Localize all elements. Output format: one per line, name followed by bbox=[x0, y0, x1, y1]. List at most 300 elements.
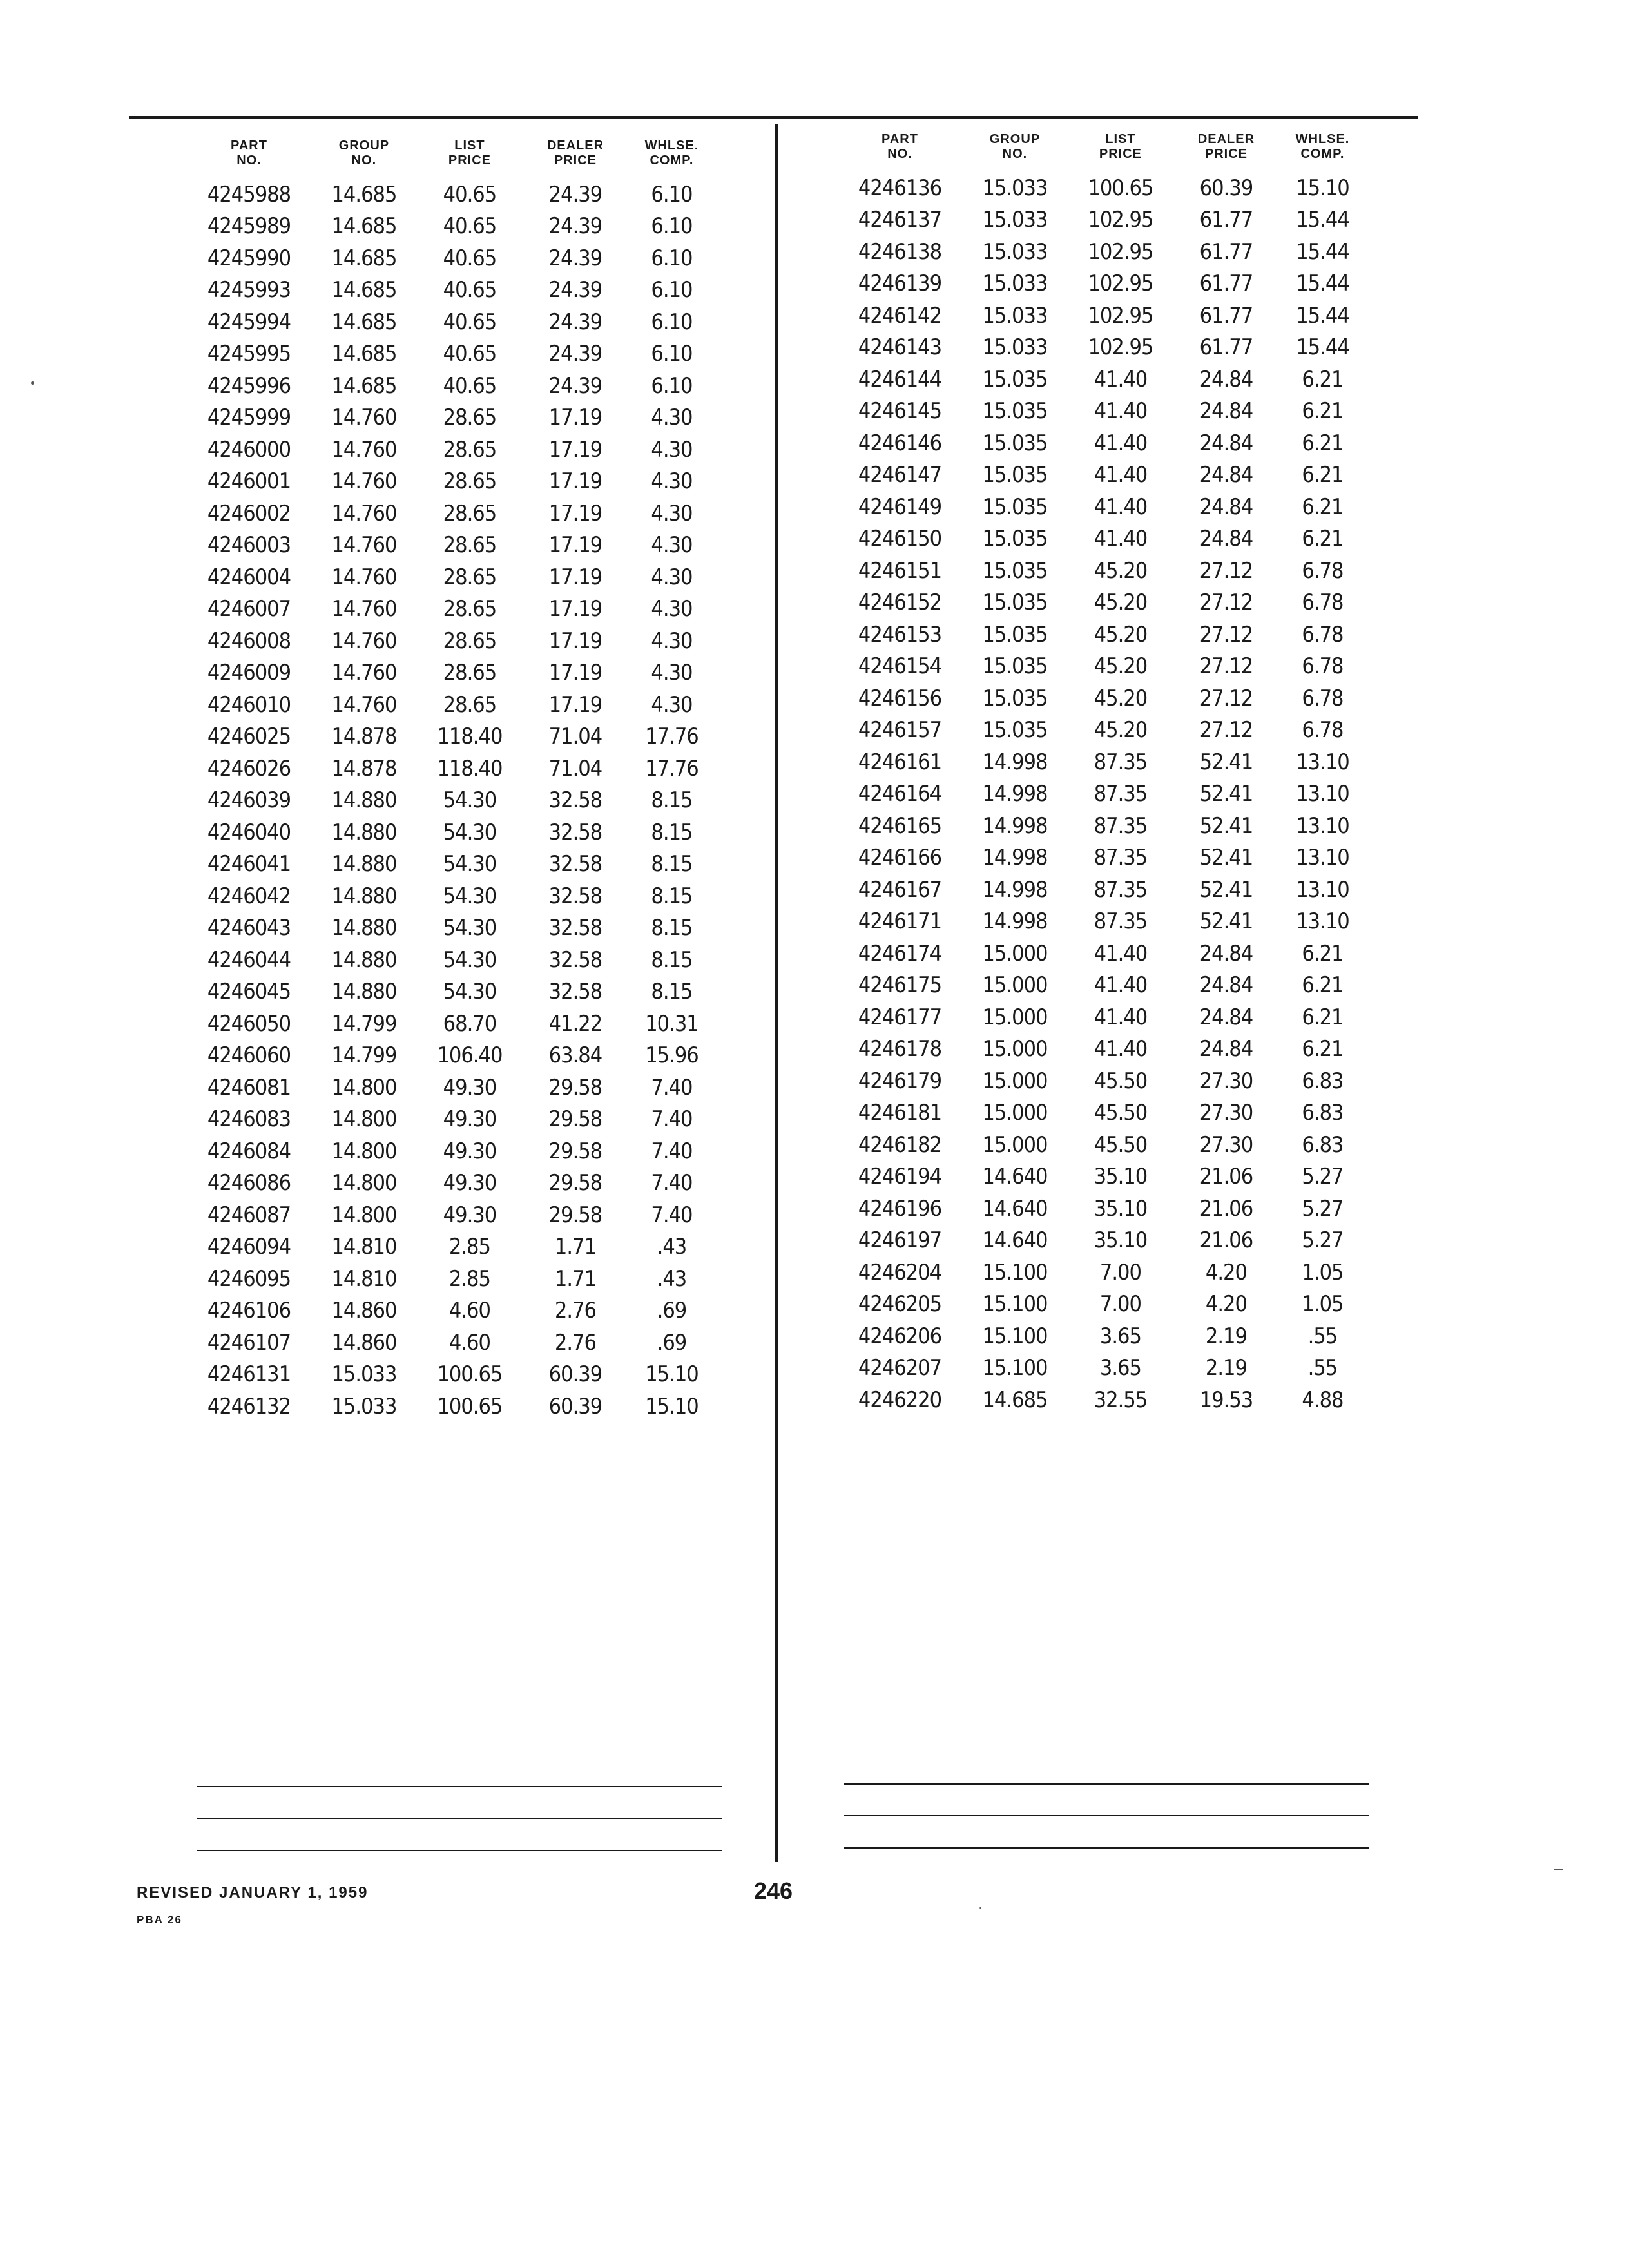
group-no-cell: 14.640 bbox=[982, 1195, 1048, 1222]
list-price-cell: 41.40 bbox=[1094, 940, 1148, 966]
list-price-cell: 45.20 bbox=[1094, 685, 1148, 711]
dealer-price-cell: 61.77 bbox=[1199, 271, 1253, 297]
table-row bbox=[187, 1295, 715, 1327]
group-no-cell: 15.035 bbox=[982, 685, 1048, 711]
whlse-comp-cell: 15.44 bbox=[1296, 302, 1349, 329]
dealer-price-cell: 27.12 bbox=[1199, 653, 1253, 680]
list-price-cell: 28.65 bbox=[443, 596, 497, 622]
group-no-cell: 14.860 bbox=[331, 1329, 397, 1356]
right-price-table bbox=[838, 132, 1366, 1416]
part-no-cell: 4246152 bbox=[858, 590, 942, 616]
dealer-price-cell: 52.41 bbox=[1199, 908, 1253, 935]
group-no-cell: 14.878 bbox=[331, 724, 397, 750]
dealer-price-cell: 24.39 bbox=[548, 245, 602, 271]
whlse-comp-cell: 6.21 bbox=[1302, 526, 1344, 552]
blank-line bbox=[197, 1850, 722, 1851]
list-price-cell: 49.30 bbox=[443, 1106, 497, 1133]
table-row bbox=[187, 816, 715, 849]
part-no-cell: 4246087 bbox=[207, 1202, 291, 1228]
table-row bbox=[838, 1001, 1366, 1033]
group-no-cell: 14.799 bbox=[331, 1043, 397, 1069]
list-price-cell: 54.30 bbox=[443, 979, 497, 1005]
table-row bbox=[187, 880, 715, 912]
table-row bbox=[187, 944, 715, 976]
dealer-price-cell: 2.19 bbox=[1205, 1355, 1247, 1381]
group-no-cell: 14.685 bbox=[331, 181, 397, 207]
part-no-cell: 4246174 bbox=[858, 940, 942, 966]
dealer-price-cell: 17.19 bbox=[548, 532, 602, 559]
group-no-cell: 15.035 bbox=[982, 494, 1048, 520]
dealer-price-cell: 29.58 bbox=[548, 1138, 602, 1164]
header-whlse-comp: WHLSE. COMP. bbox=[644, 139, 699, 168]
part-no-cell: 4245996 bbox=[207, 372, 291, 399]
part-no-cell: 4246107 bbox=[207, 1329, 291, 1356]
dealer-price-cell: 27.12 bbox=[1199, 557, 1253, 584]
list-price-cell: 102.95 bbox=[1088, 302, 1153, 329]
group-no-cell: 15.035 bbox=[982, 366, 1048, 392]
list-price-cell: 40.65 bbox=[443, 341, 497, 367]
table-row bbox=[187, 1231, 715, 1264]
group-no-cell: 14.810 bbox=[331, 1234, 397, 1260]
table-row bbox=[838, 1129, 1366, 1161]
group-no-cell: 15.000 bbox=[982, 1036, 1048, 1062]
whlse-comp-cell: 6.21 bbox=[1302, 430, 1344, 456]
table-row bbox=[187, 657, 715, 689]
whlse-comp-cell: 6.21 bbox=[1302, 366, 1344, 392]
dealer-price-cell: 19.53 bbox=[1199, 1387, 1253, 1413]
group-no-cell: 14.998 bbox=[982, 908, 1048, 935]
group-no-cell: 14.760 bbox=[331, 596, 397, 622]
part-no-cell: 4246060 bbox=[207, 1043, 291, 1069]
group-no-cell: 14.760 bbox=[331, 532, 397, 559]
table-row bbox=[838, 1193, 1366, 1225]
part-no-cell: 4246001 bbox=[207, 468, 291, 495]
whlse-comp-cell: 6.10 bbox=[651, 277, 693, 303]
list-price-cell: 41.40 bbox=[1094, 494, 1148, 520]
list-price-cell: 41.40 bbox=[1094, 462, 1148, 488]
dealer-price-cell: 17.19 bbox=[548, 628, 602, 654]
table-row bbox=[187, 370, 715, 402]
whlse-comp-cell: 6.10 bbox=[651, 213, 693, 240]
whlse-comp-cell: 8.15 bbox=[651, 883, 693, 909]
dealer-price-cell: 21.06 bbox=[1199, 1227, 1253, 1254]
table-row bbox=[187, 1199, 715, 1231]
table-row bbox=[838, 810, 1366, 842]
table-row bbox=[187, 1135, 715, 1168]
group-no-cell: 15.033 bbox=[982, 207, 1048, 233]
group-no-cell: 14.760 bbox=[331, 436, 397, 463]
table-row bbox=[187, 1359, 715, 1391]
part-no-cell: 4246131 bbox=[207, 1361, 291, 1388]
whlse-comp-cell: 1.05 bbox=[1302, 1291, 1344, 1318]
table-row bbox=[187, 849, 715, 881]
dealer-price-cell: 2.76 bbox=[554, 1329, 596, 1356]
table-row bbox=[838, 842, 1366, 874]
table-row bbox=[838, 1384, 1366, 1416]
group-no-cell: 14.880 bbox=[331, 979, 397, 1005]
part-no-cell: 4246177 bbox=[858, 1004, 942, 1030]
group-no-cell: 14.880 bbox=[331, 947, 397, 973]
header-list-price: LIST PRICE bbox=[1099, 132, 1142, 161]
dealer-price-cell: 61.77 bbox=[1199, 207, 1253, 233]
group-no-cell: 14.685 bbox=[331, 213, 397, 240]
part-no-cell: 4246039 bbox=[207, 787, 291, 814]
list-price-cell: 4.60 bbox=[448, 1298, 490, 1324]
dealer-price-cell: 32.58 bbox=[548, 819, 602, 845]
part-no-cell: 4246095 bbox=[207, 1265, 291, 1292]
dealer-price-cell: 71.04 bbox=[548, 724, 602, 750]
table-row bbox=[187, 497, 715, 530]
whlse-comp-cell: 6.21 bbox=[1302, 1036, 1344, 1062]
list-price-cell: 102.95 bbox=[1088, 271, 1153, 297]
dealer-price-cell: 24.84 bbox=[1199, 940, 1253, 966]
dealer-price-cell: 24.39 bbox=[548, 181, 602, 207]
table-row bbox=[187, 1104, 715, 1136]
table-row bbox=[838, 1352, 1366, 1385]
table-row bbox=[187, 625, 715, 657]
dealer-price-cell: 29.58 bbox=[548, 1074, 602, 1100]
table-row bbox=[838, 874, 1366, 906]
dealer-price-cell: 2.76 bbox=[554, 1298, 596, 1324]
list-price-cell: 40.65 bbox=[443, 372, 497, 399]
part-no-cell: 4246167 bbox=[858, 876, 942, 903]
list-price-cell: 100.65 bbox=[437, 1393, 503, 1419]
list-price-cell: 45.20 bbox=[1094, 621, 1148, 648]
group-no-cell: 14.998 bbox=[982, 781, 1048, 807]
whlse-comp-cell: 4.30 bbox=[651, 500, 693, 526]
whlse-comp-cell: 6.10 bbox=[651, 372, 693, 399]
table-row bbox=[838, 236, 1366, 268]
whlse-comp-cell: .55 bbox=[1307, 1355, 1338, 1381]
part-no-cell: 4246000 bbox=[207, 436, 291, 463]
part-no-cell: 4246171 bbox=[858, 908, 942, 935]
table-row bbox=[838, 1065, 1366, 1097]
part-no-cell: 4246040 bbox=[207, 819, 291, 845]
part-no-cell: 4246146 bbox=[858, 430, 942, 456]
list-price-cell: 41.40 bbox=[1094, 1004, 1148, 1030]
table-row bbox=[187, 1040, 715, 1072]
part-no-cell: 4246161 bbox=[858, 749, 942, 775]
table-body bbox=[838, 172, 1366, 1416]
dealer-price-cell: 52.41 bbox=[1199, 781, 1253, 807]
part-no-cell: 4246026 bbox=[207, 755, 291, 782]
part-no-cell: 4246207 bbox=[858, 1355, 942, 1381]
group-no-cell: 15.035 bbox=[982, 526, 1048, 552]
group-no-cell: 15.033 bbox=[982, 238, 1048, 265]
whlse-comp-cell: 13.10 bbox=[1296, 908, 1349, 935]
list-price-cell: 28.65 bbox=[443, 628, 497, 654]
group-no-cell: 14.760 bbox=[331, 564, 397, 590]
header-whlse-comp: WHLSE. COMP. bbox=[1295, 132, 1350, 161]
list-price-cell: 49.30 bbox=[443, 1138, 497, 1164]
dealer-price-cell: 27.12 bbox=[1199, 590, 1253, 616]
table-row bbox=[838, 363, 1366, 396]
group-no-cell: 14.685 bbox=[331, 341, 397, 367]
table-row bbox=[838, 619, 1366, 651]
table-row bbox=[187, 721, 715, 753]
list-price-cell: 41.40 bbox=[1094, 1036, 1148, 1062]
whlse-comp-cell: 4.30 bbox=[651, 596, 693, 622]
group-no-cell: 14.800 bbox=[331, 1106, 397, 1133]
group-no-cell: 15.000 bbox=[982, 1068, 1048, 1094]
list-price-cell: 41.40 bbox=[1094, 430, 1148, 456]
list-price-cell: 2.85 bbox=[448, 1234, 490, 1260]
dealer-price-cell: 27.12 bbox=[1199, 717, 1253, 744]
list-price-cell: 118.40 bbox=[437, 724, 503, 750]
scan-speck bbox=[979, 1907, 981, 1909]
group-no-cell: 15.033 bbox=[982, 334, 1048, 361]
whlse-comp-cell: 4.30 bbox=[651, 660, 693, 686]
whlse-comp-cell: 13.10 bbox=[1296, 749, 1349, 775]
list-price-cell: 49.30 bbox=[443, 1202, 497, 1228]
table-row bbox=[838, 746, 1366, 778]
whlse-comp-cell: 8.15 bbox=[651, 787, 693, 814]
whlse-comp-cell: .55 bbox=[1307, 1323, 1338, 1349]
dealer-price-cell: 32.58 bbox=[548, 915, 602, 941]
form-code: PBA 26 bbox=[137, 1914, 182, 1926]
table-row bbox=[187, 306, 715, 338]
list-price-cell: 35.10 bbox=[1094, 1227, 1148, 1254]
whlse-comp-cell: 17.76 bbox=[645, 724, 699, 750]
whlse-comp-cell: 8.15 bbox=[651, 851, 693, 878]
table-row bbox=[838, 1161, 1366, 1193]
table-row bbox=[187, 338, 715, 370]
table-row bbox=[838, 459, 1366, 492]
dealer-price-cell: 27.30 bbox=[1199, 1068, 1253, 1094]
list-price-cell: 40.65 bbox=[443, 213, 497, 240]
list-price-cell: 28.65 bbox=[443, 500, 497, 526]
list-price-cell: 28.65 bbox=[443, 405, 497, 431]
dealer-price-cell: 24.84 bbox=[1199, 1036, 1253, 1062]
part-no-cell: 4246220 bbox=[858, 1387, 942, 1413]
whlse-comp-cell: 6.10 bbox=[651, 181, 693, 207]
list-price-cell: 28.65 bbox=[443, 564, 497, 590]
list-price-cell: 35.10 bbox=[1094, 1164, 1148, 1190]
table-row bbox=[187, 242, 715, 274]
whlse-comp-cell: 10.31 bbox=[645, 1010, 699, 1037]
part-no-cell: 4246149 bbox=[858, 494, 942, 520]
part-no-cell: 4246043 bbox=[207, 915, 291, 941]
table-row bbox=[187, 211, 715, 243]
part-no-cell: 4246151 bbox=[858, 557, 942, 584]
part-no-cell: 4246050 bbox=[207, 1010, 291, 1037]
table-row bbox=[838, 204, 1366, 236]
part-no-cell: 4246196 bbox=[858, 1195, 942, 1222]
group-no-cell: 14.760 bbox=[331, 500, 397, 526]
list-price-cell: 28.65 bbox=[443, 468, 497, 495]
revised-date: REVISED JANUARY 1, 1959 bbox=[137, 1884, 369, 1901]
whlse-comp-cell: 5.27 bbox=[1302, 1227, 1344, 1254]
group-no-cell: 14.640 bbox=[982, 1227, 1048, 1254]
part-no-cell: 4246008 bbox=[207, 628, 291, 654]
whlse-comp-cell: 6.78 bbox=[1302, 557, 1344, 584]
whlse-comp-cell: 5.27 bbox=[1302, 1164, 1344, 1190]
part-no-cell: 4245990 bbox=[207, 245, 291, 271]
group-no-cell: 15.035 bbox=[982, 621, 1048, 648]
group-no-cell: 14.998 bbox=[982, 876, 1048, 903]
part-no-cell: 4246003 bbox=[207, 532, 291, 559]
dealer-price-cell: 29.58 bbox=[548, 1170, 602, 1196]
part-no-cell: 4246179 bbox=[858, 1068, 942, 1094]
dealer-price-cell: 24.84 bbox=[1199, 430, 1253, 456]
part-no-cell: 4246044 bbox=[207, 947, 291, 973]
dealer-price-cell: 52.41 bbox=[1199, 876, 1253, 903]
whlse-comp-cell: 15.10 bbox=[1296, 175, 1349, 201]
part-no-cell: 4246143 bbox=[858, 334, 942, 361]
dealer-price-cell: 2.19 bbox=[1205, 1323, 1247, 1349]
part-no-cell: 4246083 bbox=[207, 1106, 291, 1133]
whlse-comp-cell: 6.78 bbox=[1302, 717, 1344, 744]
part-no-cell: 4246045 bbox=[207, 979, 291, 1005]
part-no-cell: 4246144 bbox=[858, 366, 942, 392]
part-no-cell: 4246002 bbox=[207, 500, 291, 526]
group-no-cell: 15.035 bbox=[982, 717, 1048, 744]
list-price-cell: 45.20 bbox=[1094, 590, 1148, 616]
group-no-cell: 14.799 bbox=[331, 1010, 397, 1037]
whlse-comp-cell: 8.15 bbox=[651, 819, 693, 845]
dealer-price-cell: 41.22 bbox=[548, 1010, 602, 1037]
list-price-cell: 45.20 bbox=[1094, 717, 1148, 744]
dealer-price-cell: 61.77 bbox=[1199, 302, 1253, 329]
table-row bbox=[838, 651, 1366, 683]
whlse-comp-cell: 13.10 bbox=[1296, 781, 1349, 807]
list-price-cell: 40.65 bbox=[443, 277, 497, 303]
group-no-cell: 14.760 bbox=[331, 691, 397, 718]
whlse-comp-cell: 8.15 bbox=[651, 979, 693, 1005]
whlse-comp-cell: 6.78 bbox=[1302, 653, 1344, 680]
table-row bbox=[838, 427, 1366, 459]
whlse-comp-cell: 15.44 bbox=[1296, 271, 1349, 297]
part-no-cell: 4245994 bbox=[207, 309, 291, 335]
part-no-cell: 4246094 bbox=[207, 1234, 291, 1260]
part-no-cell: 4246132 bbox=[207, 1393, 291, 1419]
table-row bbox=[838, 1225, 1366, 1257]
whlse-comp-cell: 15.10 bbox=[645, 1361, 699, 1388]
part-no-cell: 4246175 bbox=[858, 972, 942, 999]
list-price-cell: 45.50 bbox=[1094, 1100, 1148, 1126]
whlse-comp-cell: 6.21 bbox=[1302, 972, 1344, 999]
list-price-cell: 7.00 bbox=[1099, 1259, 1141, 1285]
whlse-comp-cell: 7.40 bbox=[651, 1170, 693, 1196]
part-no-cell: 4246086 bbox=[207, 1170, 291, 1196]
part-no-cell: 4245995 bbox=[207, 341, 291, 367]
list-price-cell: 87.35 bbox=[1094, 845, 1148, 871]
table-row bbox=[187, 561, 715, 593]
whlse-comp-cell: 4.30 bbox=[651, 564, 693, 590]
group-no-cell: 14.800 bbox=[331, 1202, 397, 1228]
list-price-cell: 40.65 bbox=[443, 309, 497, 335]
list-price-cell: 41.40 bbox=[1094, 526, 1148, 552]
dealer-price-cell: 24.84 bbox=[1199, 494, 1253, 520]
list-price-cell: 54.30 bbox=[443, 883, 497, 909]
part-no-cell: 4246164 bbox=[858, 781, 942, 807]
part-no-cell: 4246181 bbox=[858, 1100, 942, 1126]
part-no-cell: 4246139 bbox=[858, 271, 942, 297]
list-price-cell: 41.40 bbox=[1094, 972, 1148, 999]
part-no-cell: 4246084 bbox=[207, 1138, 291, 1164]
header-group-no: GROUP NO. bbox=[338, 139, 390, 168]
group-no-cell: 15.100 bbox=[982, 1355, 1048, 1381]
table-row bbox=[187, 434, 715, 466]
table-row bbox=[838, 555, 1366, 587]
list-price-cell: 45.20 bbox=[1094, 557, 1148, 584]
whlse-comp-cell: 4.30 bbox=[651, 628, 693, 654]
dealer-price-cell: 24.84 bbox=[1199, 1004, 1253, 1030]
scan-speck bbox=[31, 381, 34, 385]
table-row bbox=[838, 906, 1366, 938]
table-row bbox=[838, 715, 1366, 747]
dealer-price-cell: 61.77 bbox=[1199, 334, 1253, 361]
dealer-price-cell: 24.39 bbox=[548, 277, 602, 303]
dealer-price-cell: 60.39 bbox=[548, 1361, 602, 1388]
list-price-cell: 2.85 bbox=[448, 1265, 490, 1292]
group-no-cell: 14.800 bbox=[331, 1170, 397, 1196]
part-no-cell: 4246205 bbox=[858, 1291, 942, 1318]
whlse-comp-cell: 6.21 bbox=[1302, 494, 1344, 520]
table-row bbox=[838, 1033, 1366, 1066]
whlse-comp-cell: 6.78 bbox=[1302, 685, 1344, 711]
group-no-cell: 15.035 bbox=[982, 590, 1048, 616]
list-price-cell: 102.95 bbox=[1088, 334, 1153, 361]
dealer-price-cell: 24.84 bbox=[1199, 398, 1253, 425]
column-divider bbox=[775, 124, 778, 1862]
dealer-price-cell: 17.19 bbox=[548, 500, 602, 526]
table-row bbox=[838, 1256, 1366, 1289]
table-row bbox=[838, 268, 1366, 300]
table-row bbox=[838, 587, 1366, 619]
table-row bbox=[838, 778, 1366, 811]
whlse-comp-cell: 1.05 bbox=[1302, 1259, 1344, 1285]
dealer-price-cell: 52.41 bbox=[1199, 749, 1253, 775]
group-no-cell: 15.035 bbox=[982, 462, 1048, 488]
dealer-price-cell: 32.58 bbox=[548, 947, 602, 973]
dealer-price-cell: 17.19 bbox=[548, 468, 602, 495]
blank-line bbox=[844, 1847, 1369, 1849]
whlse-comp-cell: 5.27 bbox=[1302, 1195, 1344, 1222]
part-no-cell: 4246178 bbox=[858, 1036, 942, 1062]
list-price-cell: 35.10 bbox=[1094, 1195, 1148, 1222]
whlse-comp-cell: 8.15 bbox=[651, 947, 693, 973]
table-row bbox=[187, 753, 715, 785]
whlse-comp-cell: .69 bbox=[657, 1298, 687, 1324]
group-no-cell: 15.035 bbox=[982, 557, 1048, 584]
table-row bbox=[187, 530, 715, 562]
table-row bbox=[838, 172, 1366, 204]
list-price-cell: 28.65 bbox=[443, 532, 497, 559]
page-number: 246 bbox=[754, 1878, 793, 1904]
dealer-price-cell: 21.06 bbox=[1199, 1195, 1253, 1222]
group-no-cell: 14.880 bbox=[331, 851, 397, 878]
dealer-price-cell: 17.19 bbox=[548, 436, 602, 463]
table-row bbox=[838, 396, 1366, 428]
group-no-cell: 14.880 bbox=[331, 819, 397, 845]
dealer-price-cell: 24.39 bbox=[548, 341, 602, 367]
header-list-price: LIST PRICE bbox=[448, 139, 491, 168]
whlse-comp-cell: 15.10 bbox=[645, 1393, 699, 1419]
dealer-price-cell: 17.19 bbox=[548, 564, 602, 590]
blank-line bbox=[197, 1818, 722, 1819]
whlse-comp-cell: 6.10 bbox=[651, 309, 693, 335]
header-part-no: PART NO. bbox=[881, 132, 918, 161]
table-row bbox=[187, 689, 715, 721]
dealer-price-cell: 21.06 bbox=[1199, 1164, 1253, 1190]
left-price-table bbox=[187, 139, 715, 1423]
list-price-cell: 102.95 bbox=[1088, 207, 1153, 233]
group-no-cell: 15.033 bbox=[331, 1393, 397, 1419]
group-no-cell: 14.998 bbox=[982, 845, 1048, 871]
group-no-cell: 15.035 bbox=[982, 398, 1048, 425]
whlse-comp-cell: 6.21 bbox=[1302, 398, 1344, 425]
